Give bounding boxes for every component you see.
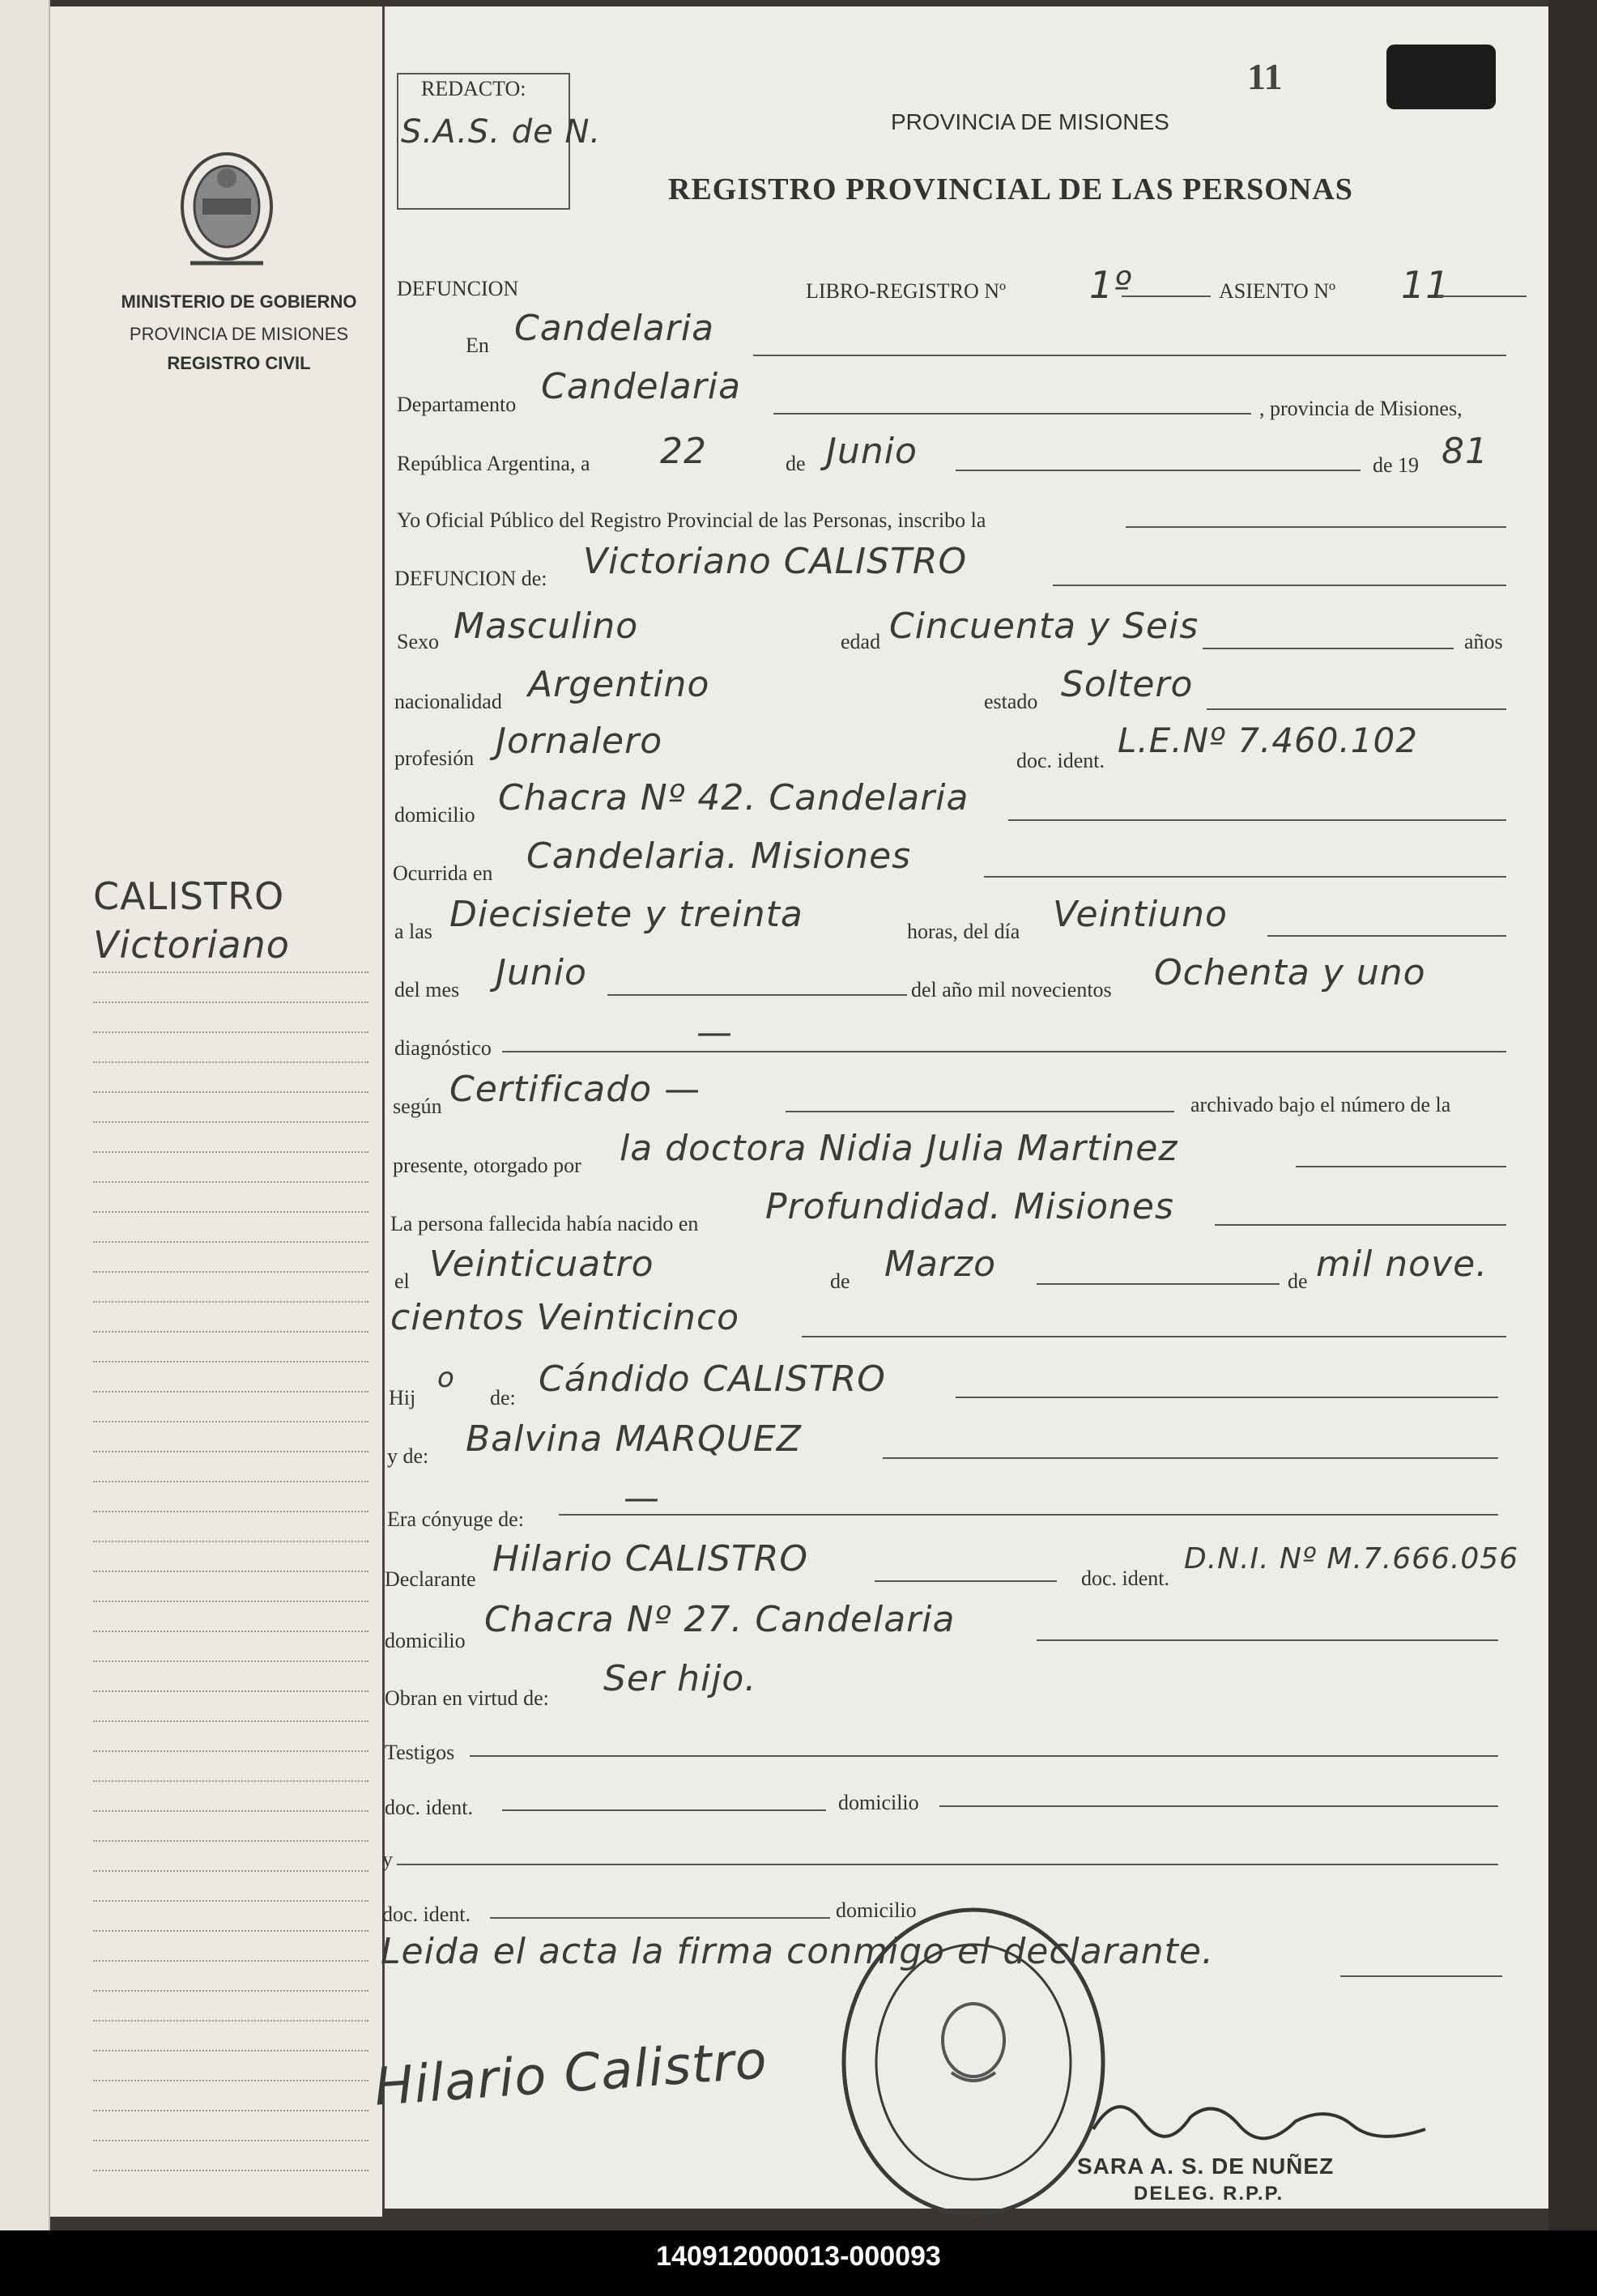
label-doc-ident3: doc. ident.: [382, 1903, 471, 1926]
footer-code: 140912000013-000093: [656, 2241, 941, 2272]
margin-ruled-line: [93, 1840, 368, 1842]
margin-ruled-line: [93, 1241, 368, 1243]
label-profesion: profesión: [394, 746, 475, 770]
value-estado: Soltero: [1061, 664, 1194, 705]
label-doc: doc. ident.: [1016, 749, 1105, 772]
value-nac-mes: Marzo: [884, 1244, 997, 1285]
official-name: SARA A. S. DE NUÑEZ: [1077, 2154, 1335, 2179]
value-nacido-en: Profundidad. Misiones: [765, 1186, 1174, 1227]
value-padre: Cándido CALISTRO: [539, 1358, 886, 1400]
margin-ruled-line: [93, 1511, 368, 1512]
label-diagnostico: diagnóstico: [394, 1036, 492, 1060]
margin-ruled-line: [93, 1750, 368, 1752]
value-en: Candelaria: [514, 308, 715, 349]
margin-ruled-line: [93, 2170, 368, 2171]
margin-ruled-line: [93, 1720, 368, 1722]
value-nac-dia: Veinticuatro: [429, 1244, 654, 1285]
line-doc-ident2: [502, 1809, 826, 1811]
margin-ruled-line: [93, 1990, 368, 1992]
line-edad: [1203, 648, 1454, 649]
value-declarante: Hilario CALISTRO: [492, 1538, 809, 1580]
page-number: 11: [1247, 56, 1283, 97]
line-departamento: [773, 413, 1251, 415]
ministry-line2: PROVINCIA DE MISIONES: [129, 324, 349, 344]
value-conyuge: —: [624, 1478, 660, 1519]
value-nombre: Victoriano CALISTRO: [583, 541, 968, 582]
value-departamento: Candelaria: [541, 366, 742, 407]
ministry-line1: MINISTERIO DE GOBIERNO: [121, 291, 357, 312]
label-yo-oficial: Yo Oficial Público del Registro Provincial de las Personas, inscribo la: [397, 508, 986, 532]
margin-ruled-line: [93, 1870, 368, 1872]
line-domicilio: [1008, 819, 1506, 821]
label-edad: edad: [841, 630, 881, 653]
line-nac-mes: [1037, 1283, 1280, 1285]
margin-ruled-line: [93, 1061, 368, 1063]
declarante-signature: Hilario Calistro: [373, 2030, 769, 2118]
label-defuncion-de: DEFUNCION de:: [394, 567, 547, 590]
label-defuncion: DEFUNCION: [397, 277, 519, 300]
label-y: y: [382, 1847, 393, 1871]
value-sexo: Masculino: [454, 606, 639, 647]
label-asiento: ASIENTO Nº: [1219, 279, 1336, 303]
margin-ruled-line: [93, 1031, 368, 1033]
label-nac-de: de: [830, 1269, 850, 1293]
margin-ruled-line: [93, 1481, 368, 1482]
header-provincia: PROVINCIA DE MISIONES: [891, 109, 1169, 134]
margin-ruled-line: [93, 1601, 368, 1602]
value-hora: Diecisiete y treinta: [449, 894, 803, 935]
margin-ruled-line: [93, 1960, 368, 1962]
label-domicilio: domicilio: [394, 803, 475, 827]
margin-ruled-line: [93, 1121, 368, 1123]
label-decl-doc: doc. ident.: [1081, 1567, 1170, 1590]
value-dia-fallec: Veintiuno: [1053, 894, 1228, 935]
margin-ruled-line: [93, 1421, 368, 1422]
margin-ruled-line: [93, 1391, 368, 1392]
previous-page-edge: [0, 0, 50, 2230]
line-leida: [1340, 1975, 1502, 1977]
line-segun: [786, 1111, 1174, 1112]
label-declarante: Declarante: [385, 1567, 476, 1591]
margin-ruled-line: [93, 1780, 368, 1782]
margin-ruled-line: [93, 1660, 368, 1662]
label-anos: años: [1464, 630, 1503, 653]
ministry-line3: REGISTRO CIVIL: [167, 353, 311, 373]
margin-surname: CALISTRO: [93, 874, 285, 918]
label-republica: República Argentina, a: [397, 452, 590, 475]
margin-ruled-line: [93, 1810, 368, 1812]
margin-ruled-line: [93, 1181, 368, 1183]
redacto-value: S.A.S. de N.: [401, 113, 602, 151]
value-libro: 1º: [1089, 263, 1132, 307]
label-archivado: archivado bajo el número de la: [1190, 1093, 1451, 1116]
margin-ruled-line: [93, 1930, 368, 1932]
line-nac-ano: [802, 1336, 1506, 1337]
label-estado: estado: [984, 690, 1038, 713]
coat-of-arms-icon: [174, 142, 279, 275]
label-provincia: , provincia de Misiones,: [1259, 397, 1463, 420]
label-testigos: Testigos: [385, 1741, 455, 1764]
line-otorgado: [1296, 1166, 1506, 1167]
value-nacionalidad: Argentino: [528, 664, 710, 705]
value-ano: 81: [1442, 431, 1488, 472]
redaction-block: [1386, 45, 1496, 109]
value-decl-doc: D.N.I. Nº M.7.666.056: [1184, 1542, 1519, 1575]
line-mes: [956, 470, 1361, 471]
label-domicilio3: domicilio: [836, 1898, 917, 1922]
line-libro: [1122, 296, 1211, 297]
value-leida: Leida el acta la firma conmigo el declarante.: [381, 1931, 1214, 1972]
value-ocurrida: Candelaria. Misiones: [526, 835, 912, 877]
value-decl-domicilio: Chacra Nº 27. Candelaria: [484, 1599, 956, 1640]
label-de19: de 19: [1373, 453, 1420, 477]
label-del-ano: del año mil novecientos: [911, 978, 1112, 1001]
line-en: [753, 355, 1506, 356]
margin-ruled-line: [93, 972, 368, 973]
line-nacido-en: [1215, 1224, 1506, 1226]
margin-ruled-line: [93, 2140, 368, 2141]
line-asiento: [1437, 296, 1527, 297]
margin-ruled-line: [93, 1331, 368, 1333]
line-diagnostico: [502, 1051, 1506, 1052]
value-edad: Cincuenta y Seis: [889, 606, 1199, 647]
line-declarante: [875, 1580, 1057, 1582]
line-mes-fallec: [607, 994, 907, 996]
value-domicilio: Chacra Nº 42. Candelaria: [498, 777, 969, 818]
margin-ruled-line: [93, 1631, 368, 1632]
label-en: En: [466, 334, 489, 357]
margin-ruled-line: [93, 1211, 368, 1213]
label-segun: según: [393, 1095, 442, 1118]
line-domicilio2: [939, 1805, 1498, 1807]
line-decl-domicilio: [1037, 1639, 1498, 1641]
margin-ruled-line: [93, 2020, 368, 2022]
margin-ruled-line: [93, 1451, 368, 1452]
margin-ruled-line: [93, 1541, 368, 1542]
label-libro: LIBRO-REGISTRO Nº: [806, 279, 1007, 303]
margin-given-name: Victoriano: [93, 923, 290, 967]
label-domicilio2: domicilio: [838, 1791, 919, 1814]
label-obran: Obran en virtud de:: [385, 1686, 549, 1710]
line-nombre: [1053, 585, 1506, 586]
value-madre: Balvina MARQUEZ: [466, 1418, 802, 1460]
value-segun: Certificado —: [449, 1069, 701, 1110]
value-mes-fallec: Junio: [496, 952, 587, 993]
line-conyuge: [559, 1514, 1498, 1516]
value-profesion: Jornalero: [496, 721, 663, 762]
header-registro: REGISTRO PROVINCIAL DE LAS PERSONAS: [668, 172, 1353, 206]
margin-ruled-line: [93, 1151, 368, 1153]
line-madre: [883, 1457, 1498, 1459]
label-doc-ident2: doc. ident.: [385, 1796, 474, 1819]
label-el: el: [394, 1269, 410, 1293]
line-testigos: [470, 1755, 1498, 1757]
margin-ruled-line: [93, 1271, 368, 1273]
line-y: [397, 1864, 1498, 1865]
line-yo-oficial: [1126, 526, 1506, 528]
margin-ruled-line: [93, 1361, 368, 1363]
label-nacido: La persona fallecida había nacido en: [390, 1212, 699, 1235]
label-horas: horas, del día: [907, 920, 1020, 943]
line-estado: [1207, 708, 1506, 710]
value-hijo-suffix: o: [437, 1362, 455, 1394]
line-doc-ident3: [490, 1917, 830, 1919]
value-dia: 22: [660, 431, 707, 472]
label-departamento: Departamento: [397, 393, 517, 416]
label-sexo: Sexo: [397, 630, 439, 653]
label-nacionalidad: nacionalidad: [394, 690, 502, 713]
margin-ruled-line: [93, 2110, 368, 2111]
value-mes: Junio: [826, 431, 918, 472]
label-nac-de2: de: [1288, 1269, 1308, 1293]
margin-ruled-line: [93, 1301, 368, 1303]
label-ocurrida: Ocurrida en: [393, 861, 493, 885]
label-decl-domicilio: domicilio: [385, 1629, 466, 1652]
value-asiento: 11: [1401, 263, 1450, 307]
label-a-las: a las: [394, 920, 432, 943]
label-hijo: Hij: [389, 1386, 416, 1409]
redacto-label: REDACTO:: [421, 77, 526, 100]
margin-ruled-line: [93, 1690, 368, 1692]
label-presente: presente, otorgado por: [393, 1154, 581, 1177]
margin-ruled-line: [93, 1571, 368, 1572]
book-edge: [1548, 0, 1597, 2230]
label-hijo-de: de:: [490, 1386, 516, 1409]
value-doc: L.E.Nº 7.460.102: [1118, 721, 1418, 760]
value-otorgado: la doctora Nidia Julia Martinez: [620, 1128, 1178, 1169]
line-ocurrida: [984, 876, 1506, 878]
value-nac-ano1: mil nove.: [1316, 1244, 1488, 1285]
official-stamp-icon: [838, 1903, 1109, 2222]
margin-ruled-line: [93, 1001, 368, 1003]
margin-ruled-line: [93, 1091, 368, 1093]
line-dia-fallec: [1267, 935, 1506, 937]
official-title: DELEG. R.P.P.: [1134, 2183, 1284, 2205]
value-ano-fallec: Ochenta y uno: [1154, 952, 1426, 993]
official-signature-icon: [1085, 2081, 1450, 2162]
label-conyuge: Era cónyuge de:: [387, 1507, 524, 1531]
margin-ruled-line: [93, 2080, 368, 2081]
value-obran: Ser hijo.: [603, 1658, 757, 1699]
margin-ruled-line: [93, 2050, 368, 2052]
margin-ruled-line: [93, 1900, 368, 1902]
label-y-de: y de:: [387, 1444, 429, 1468]
label-del-mes: del mes: [394, 978, 460, 1001]
value-diagnostico: —: [696, 1012, 733, 1053]
label-de: de: [786, 452, 806, 475]
value-nac-ano2: cientos Veinticinco: [390, 1297, 740, 1338]
line-padre: [956, 1397, 1498, 1398]
